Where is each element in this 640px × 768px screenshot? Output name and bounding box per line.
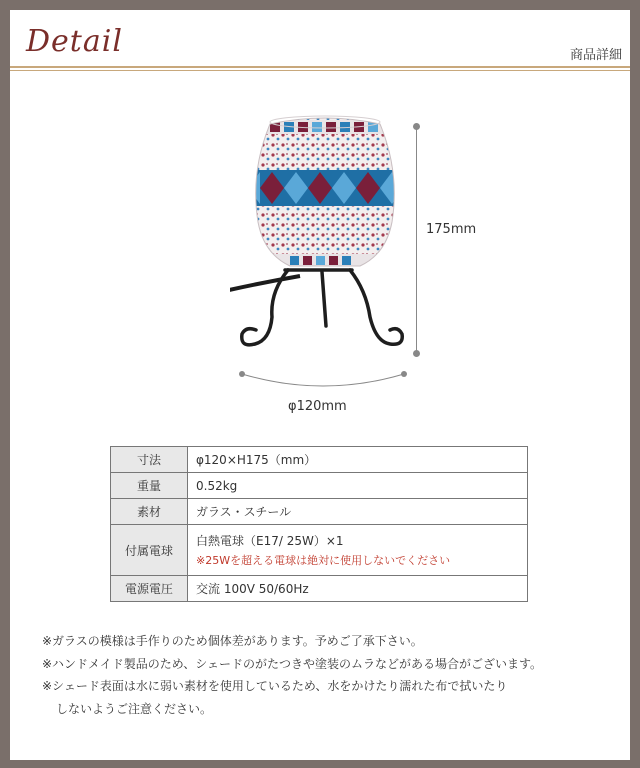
spec-label: 素材 [111,499,188,525]
page-subtitle: 商品詳細 [569,48,622,63]
mosaic-lamp-image [230,112,420,382]
height-label: 175mm [426,222,477,237]
spec-row [111,499,528,525]
spec-value: 交流 100V 50/60Hz [188,576,528,602]
header-divider [10,66,630,68]
width-label: φ120mm [288,399,347,414]
spec-value: 白熱電球（E17/ 25W）×1 [196,534,344,548]
spec-label: 付属電球 [111,525,188,576]
spec-value: φ120×H175（mm） [188,447,528,473]
header-divider-thin [10,70,630,71]
spec-row [111,473,528,499]
spec-table [110,446,528,602]
note-line: ※ハンドメイド製品のため、シェードのがたつきや塗装のムラなどがある場合がございます。 [42,656,543,671]
spec-row [111,576,528,602]
note-line: ※ガラスの模様は手作りのため個体差があります。予めご了承下さい。 [42,634,423,648]
notes [42,630,542,720]
page-title: Detail [26,24,123,59]
spec-row [111,447,528,473]
note-line: しないようご注意ください。 [56,701,213,716]
header [10,10,630,68]
spec-value: 0.52kg [188,473,528,499]
note-line: ※シェード表面は水に弱い素材を使用しているため、水をかけたり濡れた布で拭いたり [42,679,508,693]
spec-label: 重量 [111,473,188,499]
spec-label: 電源電圧 [111,576,188,602]
height-dimension-line [416,126,417,354]
spec-label: 寸法 [111,447,188,473]
spec-value: ガラス・スチール [188,499,528,525]
bulb-warning: ※25Wを超える電球は絶対に使用しないでください [196,554,451,567]
width-dimension-arc [238,364,408,394]
spec-row [111,525,528,576]
spec-value-cell [188,525,528,576]
